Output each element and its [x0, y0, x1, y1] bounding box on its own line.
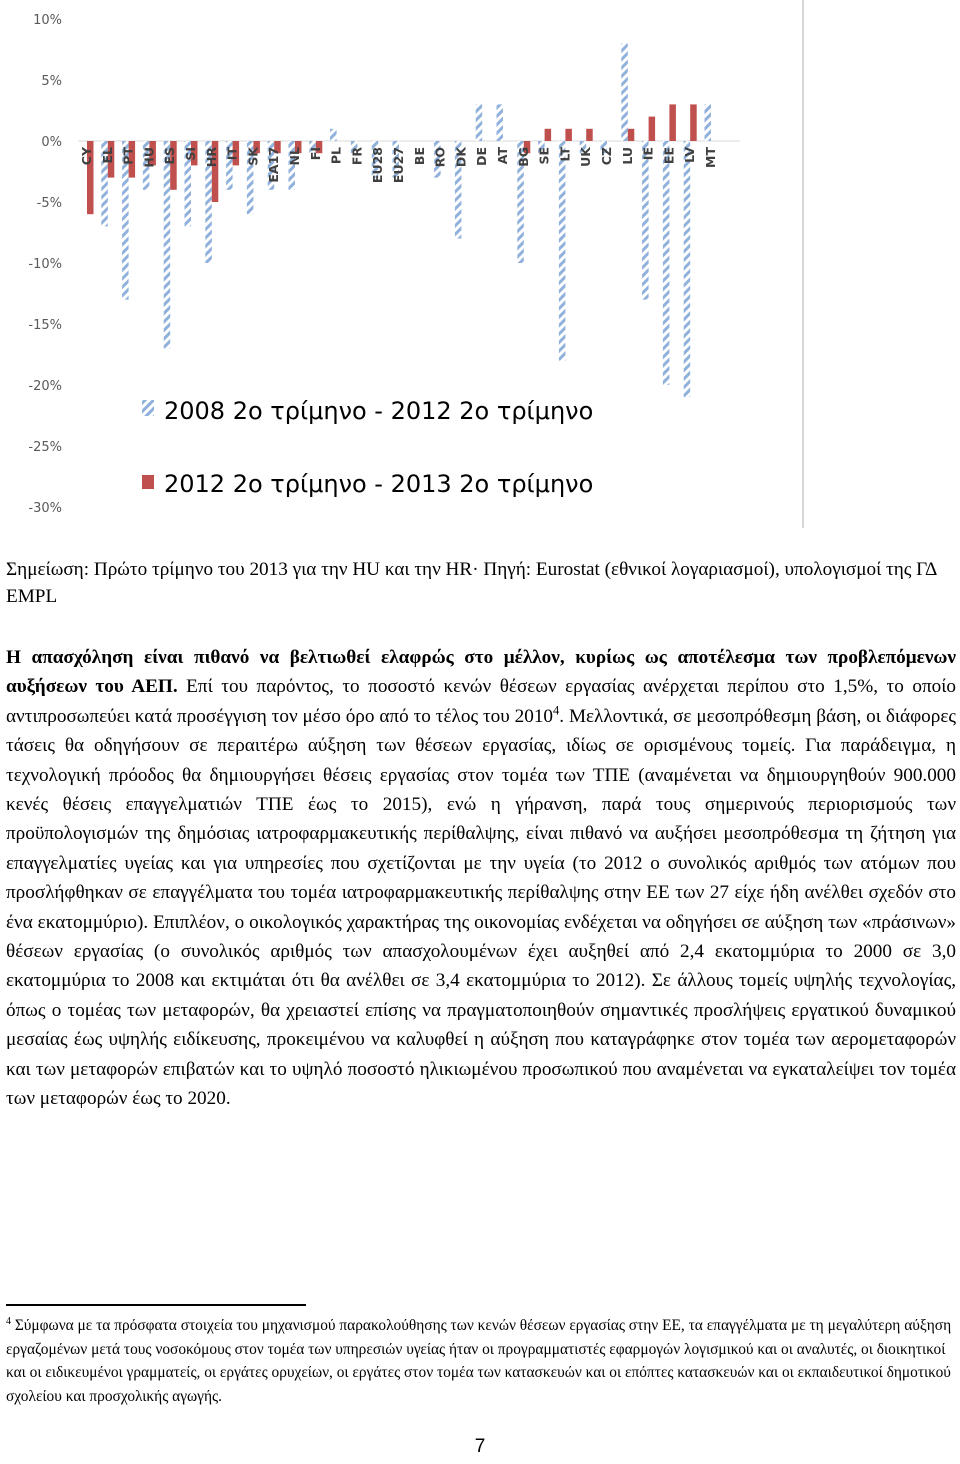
x-tick-label-EL: EL: [99, 147, 115, 164]
bar-series-1-EE: [663, 141, 670, 385]
x-tick-label-CZ: CZ: [599, 147, 614, 166]
page-number: 7: [474, 1436, 486, 1457]
x-tick-label-BE: BE: [411, 147, 427, 166]
body-paragraph: [6, 643, 956, 1114]
footnote-divider: [6, 1304, 306, 1306]
x-tick-label-AT: AT: [495, 147, 510, 165]
y-tick-label: -5%: [36, 196, 62, 211]
body-text-1: Επί του παρόντος, το ποσοστό κενών θέσεων εργασίας ανέρχεται περίπου στο 1,5%, το οποίο αντιπροσωπεύει κατά προσέγγιση τον μέσο όρο από το τέλος του 2010: [6, 676, 956, 727]
bar-series-2-LV: [690, 104, 697, 141]
bar-chart: [0, 0, 806, 528]
legend-label-series-1: 2008 2ο τρίμηνο - 2012 2ο τρίμηνο: [164, 397, 594, 425]
footnote-ref[interactable]: 4: [553, 703, 560, 718]
bar-series-1-IE: [642, 141, 649, 300]
x-tick-label-EU28: EU28: [370, 147, 386, 184]
x-tick-label-FI: FI: [307, 147, 323, 161]
bar-series-2-UK: [586, 129, 593, 141]
x-tick-label-EA17: EA17: [266, 147, 282, 183]
x-tick-label-CY: CY: [79, 147, 94, 166]
y-tick-label: -25%: [28, 440, 62, 455]
bar-series-1-AT: [497, 104, 504, 141]
x-tick-label-IE: IE: [640, 147, 656, 161]
x-tick-label-HU: HU: [141, 147, 157, 168]
bar-series-2-EE: [669, 104, 676, 141]
legend-swatch-hatched: [142, 400, 154, 416]
x-tick-label-RO: RO: [432, 147, 448, 168]
x-tick-label-IT: IT: [224, 147, 240, 161]
footnote-number: 4: [6, 1315, 11, 1327]
y-tick-label: -20%: [28, 379, 62, 394]
bar-series-1-ES: [164, 141, 171, 348]
x-tick-label-DK: DK: [453, 147, 469, 168]
bar-series-1-DE: [476, 104, 483, 141]
bar-series-1-LT: [559, 141, 566, 361]
footnote: [6, 1314, 956, 1408]
chart-note: Σημείωση: Πρώτο τρίμηνο του 2013 για την HU και την HR· Πηγή: Eurostat (εθνικοί λογαριασμοί), υπολογισμοί της ΓΔ EMPL: [6, 559, 937, 607]
y-tick-label: -15%: [28, 318, 62, 333]
x-tick-label-SE: SE: [536, 147, 552, 165]
body-text-2: . Μελλοντικά, σε μεσοπρόθεσμη βάση, οι διάφορες τάσεις θα οδηγήσουν σε περαιτέρω αύξηση των θέσεων εργασίας, ιδίως σε ορισμένους τομείς. Για παράδειγμα, η τεχνολογική πρόοδος θα δημιουργήσει θέσεις εργασίας στον τομέα των ΤΠΕ (αναμένεται να δημιουργηθούν 900.000 κενές θέσεις επαγγελματιών ΤΠΕ έως το 2015), ενώ η γήρανση, παρά τους σημερινούς περιορισμούς των προϋπολογισμών της δημόσιας ιατροφαρμακευτικής περίθαλψης, είναι πιθανό να αυξήσει μεσοπρόθεσμα τη ζήτηση για επαγγελματίες υγείας και για υπηρεσίες που σχετίζονται με την υγεία (το 2012 ο συνολικός αριθμός των ατόμων που προσλήφθηκαν σε επαγγέλματα του τομέα ιατροφαρμακευτικής περίθαλψης στην ΕΕ των 27 είχε ήδη ανέλθει σχεδόν στο ένα εκατομμύριο). Επιπλέον, ο οικολογικός χαρακτήρας της οικονομίας ενδέχεται να οδηγήσει σε αύξηση των «πράσινων» θέσεων εργασίας (ο συνολικός αριθμός των απασχολουμένων έχει αυξηθεί από 2,4 εκατομμύρια το 2000 σε 3,0 εκατομμύρια το 2008 και εκτιμάται ότι θα ανέλθει σε 3,4 εκατομμύρια το 2012). Σε άλλους τομείς υψηλής τεχνολογίας, όπως ο τομέας των μεταφορών, θα χρειαστεί επίσης να πραγματοποιηθούν σημαντικές προσλήψεις εργατικού δυναμικού μεσαίας έως υψηλής ειδίκευσης, προκειμένου να καλυφθεί η αύξηση που καταγράφηκε στον τομέα των αερομεταφορών και των μεταφορών επιβατών και το υψηλό ποσοστό ηλικιωμένου προσωπικού που αναμένεται να εγκαταλείψει τον τομέα των μεταφορών έως το 2020.: [6, 705, 956, 1110]
bar-series-2-LU: [628, 129, 635, 141]
x-tick-label-MT: MT: [703, 147, 718, 168]
x-tick-label-LU: LU: [619, 147, 635, 165]
x-tick-label-PL: PL: [328, 147, 344, 165]
y-tick-label: -10%: [28, 257, 62, 272]
footnote-text: Σύμφωνα με τα πρόσφατα στοιχεία του μηχανισμού παρακολούθησης των κενών θέσεων εργασίας στην ΕΕ, τα επαγγέλματα με τη μεγαλύτερη αύξηση εργαζομένων μετά τους νοσοκόμους στον τομέα των υπηρεσιών υγείας ήταν οι προγραμματιστές εφαρμογών λογισμικού και οι αναλυτές, οι διοικητικοί και οι ειδικευμένοι γραμματείς, οι εργάτες ορυχείων, οι εργάτες στον τομέα των κατασκευών και οι επόπτες κατασκευών και οι εκπαιδευτικοί δημοτικού σχολείου και προσχολικής αγωγής.: [6, 1317, 952, 1405]
x-tick-label-BG: BG: [515, 147, 531, 167]
x-tick-label-UK: UK: [578, 147, 594, 167]
bold-lead: Η απασχόληση είναι πιθανό να βελτιωθεί ελαφρώς στο μέλλον, κυρίως ως αποτέλεσμα των προβλεπόμενων αυξήσεων του ΑΕΠ.: [6, 647, 956, 698]
bar-series-1-LU: [621, 43, 628, 141]
x-tick-label-FR: FR: [349, 147, 365, 166]
y-tick-label: 0%: [41, 135, 62, 150]
x-tick-label-NL: NL: [287, 147, 302, 166]
x-tick-label-SI: SI: [183, 147, 198, 161]
legend-label-series-2: 2012 2ο τρίμηνο - 2013 2ο τρίμηνο: [164, 470, 594, 498]
x-tick-label-DE: DE: [474, 147, 490, 166]
x-tick-label-PT: PT: [120, 147, 136, 165]
y-tick-label: -30%: [28, 501, 62, 516]
y-tick-label: 10%: [33, 13, 62, 28]
bar-series-1-MT: [705, 104, 712, 141]
bar-series-2-IE: [649, 117, 656, 141]
x-tick-label-SK: SK: [245, 147, 261, 166]
x-tick-label-HR: HR: [203, 147, 219, 168]
chart-canvas: [0, 0, 806, 528]
x-tick-label-LT: LT: [557, 147, 573, 162]
x-tick-label-ES: ES: [162, 147, 178, 165]
x-tick-label-EU27: EU27: [391, 147, 406, 184]
bar-series-2-LT: [565, 129, 572, 141]
legend-swatch-solid: [142, 475, 154, 489]
bar-series-2-SE: [545, 129, 552, 141]
y-tick-label: 5%: [41, 74, 62, 89]
bar-series-1-PL: [330, 129, 337, 141]
bar-series-1-LV: [684, 141, 691, 397]
x-tick-label-LV: LV: [682, 147, 698, 163]
x-tick-label-EE: EE: [661, 147, 677, 165]
